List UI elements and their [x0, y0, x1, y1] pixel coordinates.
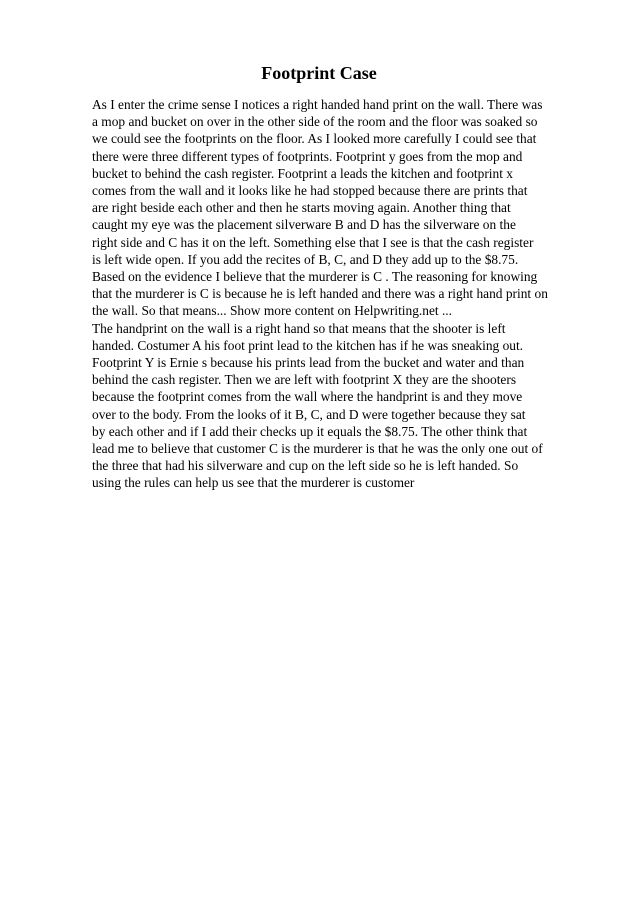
- text-line: behind the cash register. Then we are left with footprint X they are the shooters: [92, 372, 517, 388]
- text-line: by each other and if I add their checks up it equals the $8.75. The other think that: [92, 423, 528, 439]
- text-line: because the footprint comes from the wall where the handprint is and they move: [92, 389, 523, 405]
- text-line: the wall. So that means... Show more content on Helpwriting.net ...: [92, 303, 452, 319]
- text-line: lead me to believe that customer C is the murderer is that he was the only one out of: [92, 441, 543, 457]
- text-line: a mop and bucket on over in the other side of the room and the floor was soaked so: [92, 114, 538, 130]
- text-line: The handprint on the wall is a right hand so that means that the shooter is left: [92, 320, 506, 336]
- text-line: is left wide open. If you add the recites of B, C, and D they add up to the $8.75.: [92, 251, 519, 267]
- text-line: are right beside each other and then he starts moving again. Another thing that: [92, 200, 511, 216]
- text-line: over to the body. From the looks of it B, C, and D were together because they sat: [92, 406, 526, 422]
- text-line: As I enter the crime sense I notices a right handed hand print on the wall. There was: [92, 97, 543, 112]
- text-line: Footprint Y is Ernie s because his prints lead from the bucket and water and than: [92, 355, 525, 371]
- text-line: using the rules can help us see that the murderer is customer: [92, 475, 415, 491]
- text-line: comes from the wall and it looks like he had stopped because there are prints that: [92, 183, 528, 199]
- text-line: that the murderer is C is because he is left handed and there was a right hand print on: [92, 286, 548, 302]
- text-line: right side and C has it on the left. Something else that I see is that the cash register: [92, 234, 534, 250]
- text-line: bucket to behind the cash register. Footprint a leads the kitchen and footprint x: [92, 165, 513, 181]
- text-line: caught my eye was the placement silverware B and D has the silverware on the: [92, 217, 516, 233]
- text-line: handed. Costumer A his foot print lead to the kitchen has if he was sneaking out.: [92, 337, 524, 353]
- document-title: Footprint Case: [261, 63, 377, 83]
- text-line: there were three different types of footprints. Footprint y goes from the mop and: [92, 148, 523, 164]
- text-line: Based on the evidence I believe that the murderer is C . The reasoning for knowing: [92, 269, 538, 285]
- document-body: [92, 96, 592, 492]
- text-line: the three that had his silverware and cup on the left side so he is left handed. So: [92, 458, 519, 474]
- text-line: we could see the footprints on the floor. As I looked more carefully I could see that: [92, 131, 537, 147]
